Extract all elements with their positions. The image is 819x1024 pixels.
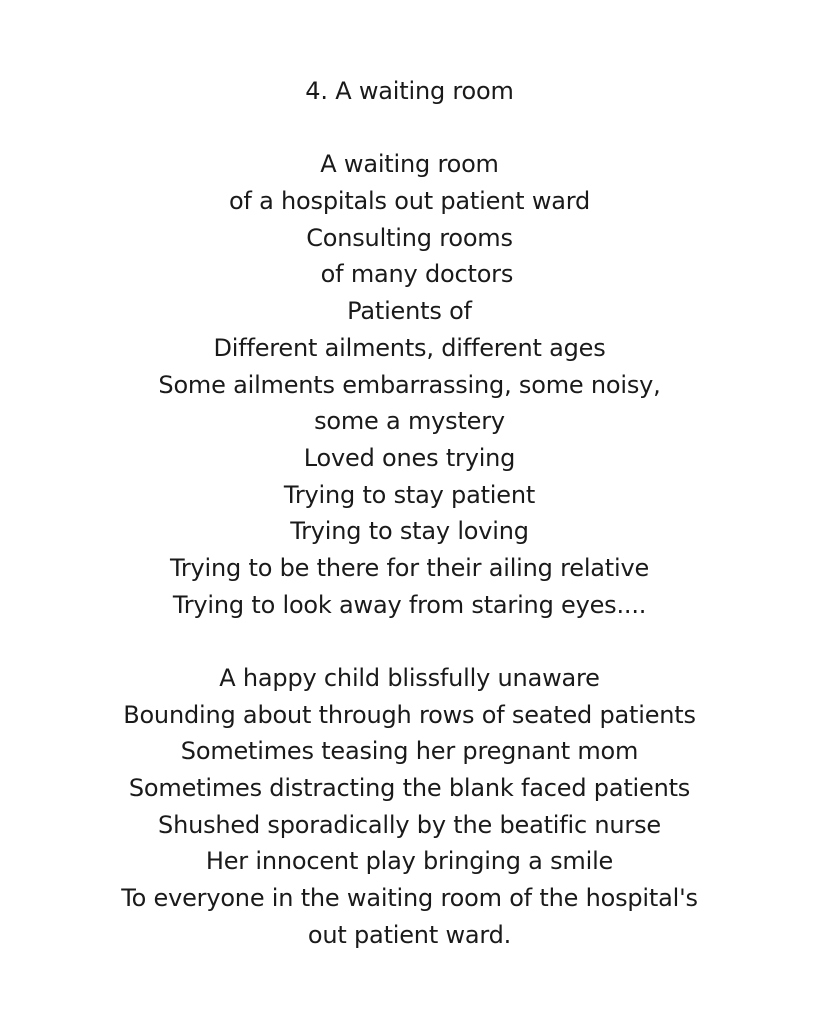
- stanza-1: [0, 146, 819, 623]
- poem-line: Trying to stay loving: [290, 517, 529, 546]
- poem-line: of many doctors: [305, 260, 514, 289]
- poem-line: Consulting rooms: [306, 223, 513, 252]
- poem-line: Sometimes distracting the blank faced patients: [128, 774, 691, 803]
- poem-title: 4. A waiting room: [305, 77, 514, 105]
- stanza-break: [0, 110, 819, 147]
- poem-line: Different ailments, different ages: [213, 333, 606, 362]
- poem-line: Patients of: [347, 297, 472, 326]
- poem-line: A happy child blissfully unaware: [219, 664, 600, 692]
- poem-line: some a mystery: [314, 407, 505, 436]
- poem-line: Trying to look away from staring eyes....: [172, 590, 647, 619]
- poem-line: Loved ones trying: [303, 443, 516, 472]
- poem-line: Trying to stay patient: [283, 480, 536, 509]
- stanza-break: [0, 623, 819, 660]
- poem: [0, 73, 819, 954]
- poem-line: A waiting room: [320, 150, 499, 179]
- poem-line: Some ailments embarrassing, some noisy,: [158, 370, 661, 399]
- stanza-2: [0, 660, 819, 954]
- poem-line: Sometimes teasing her pregnant mom: [180, 737, 639, 766]
- poem-line: of a hospitals out patient ward: [228, 187, 591, 216]
- poem-line: Trying to be there for their ailing relative: [169, 553, 650, 582]
- poem-line: Her innocent play bringing a smile: [205, 847, 614, 876]
- poem-line: out patient ward.: [307, 920, 512, 949]
- poem-line: Shushed sporadically by the beatific nurse: [158, 810, 661, 839]
- poem-line: To everyone in the waiting room of the hospital's: [121, 884, 698, 913]
- poem-line: Bounding about through rows of seated patients: [123, 700, 696, 729]
